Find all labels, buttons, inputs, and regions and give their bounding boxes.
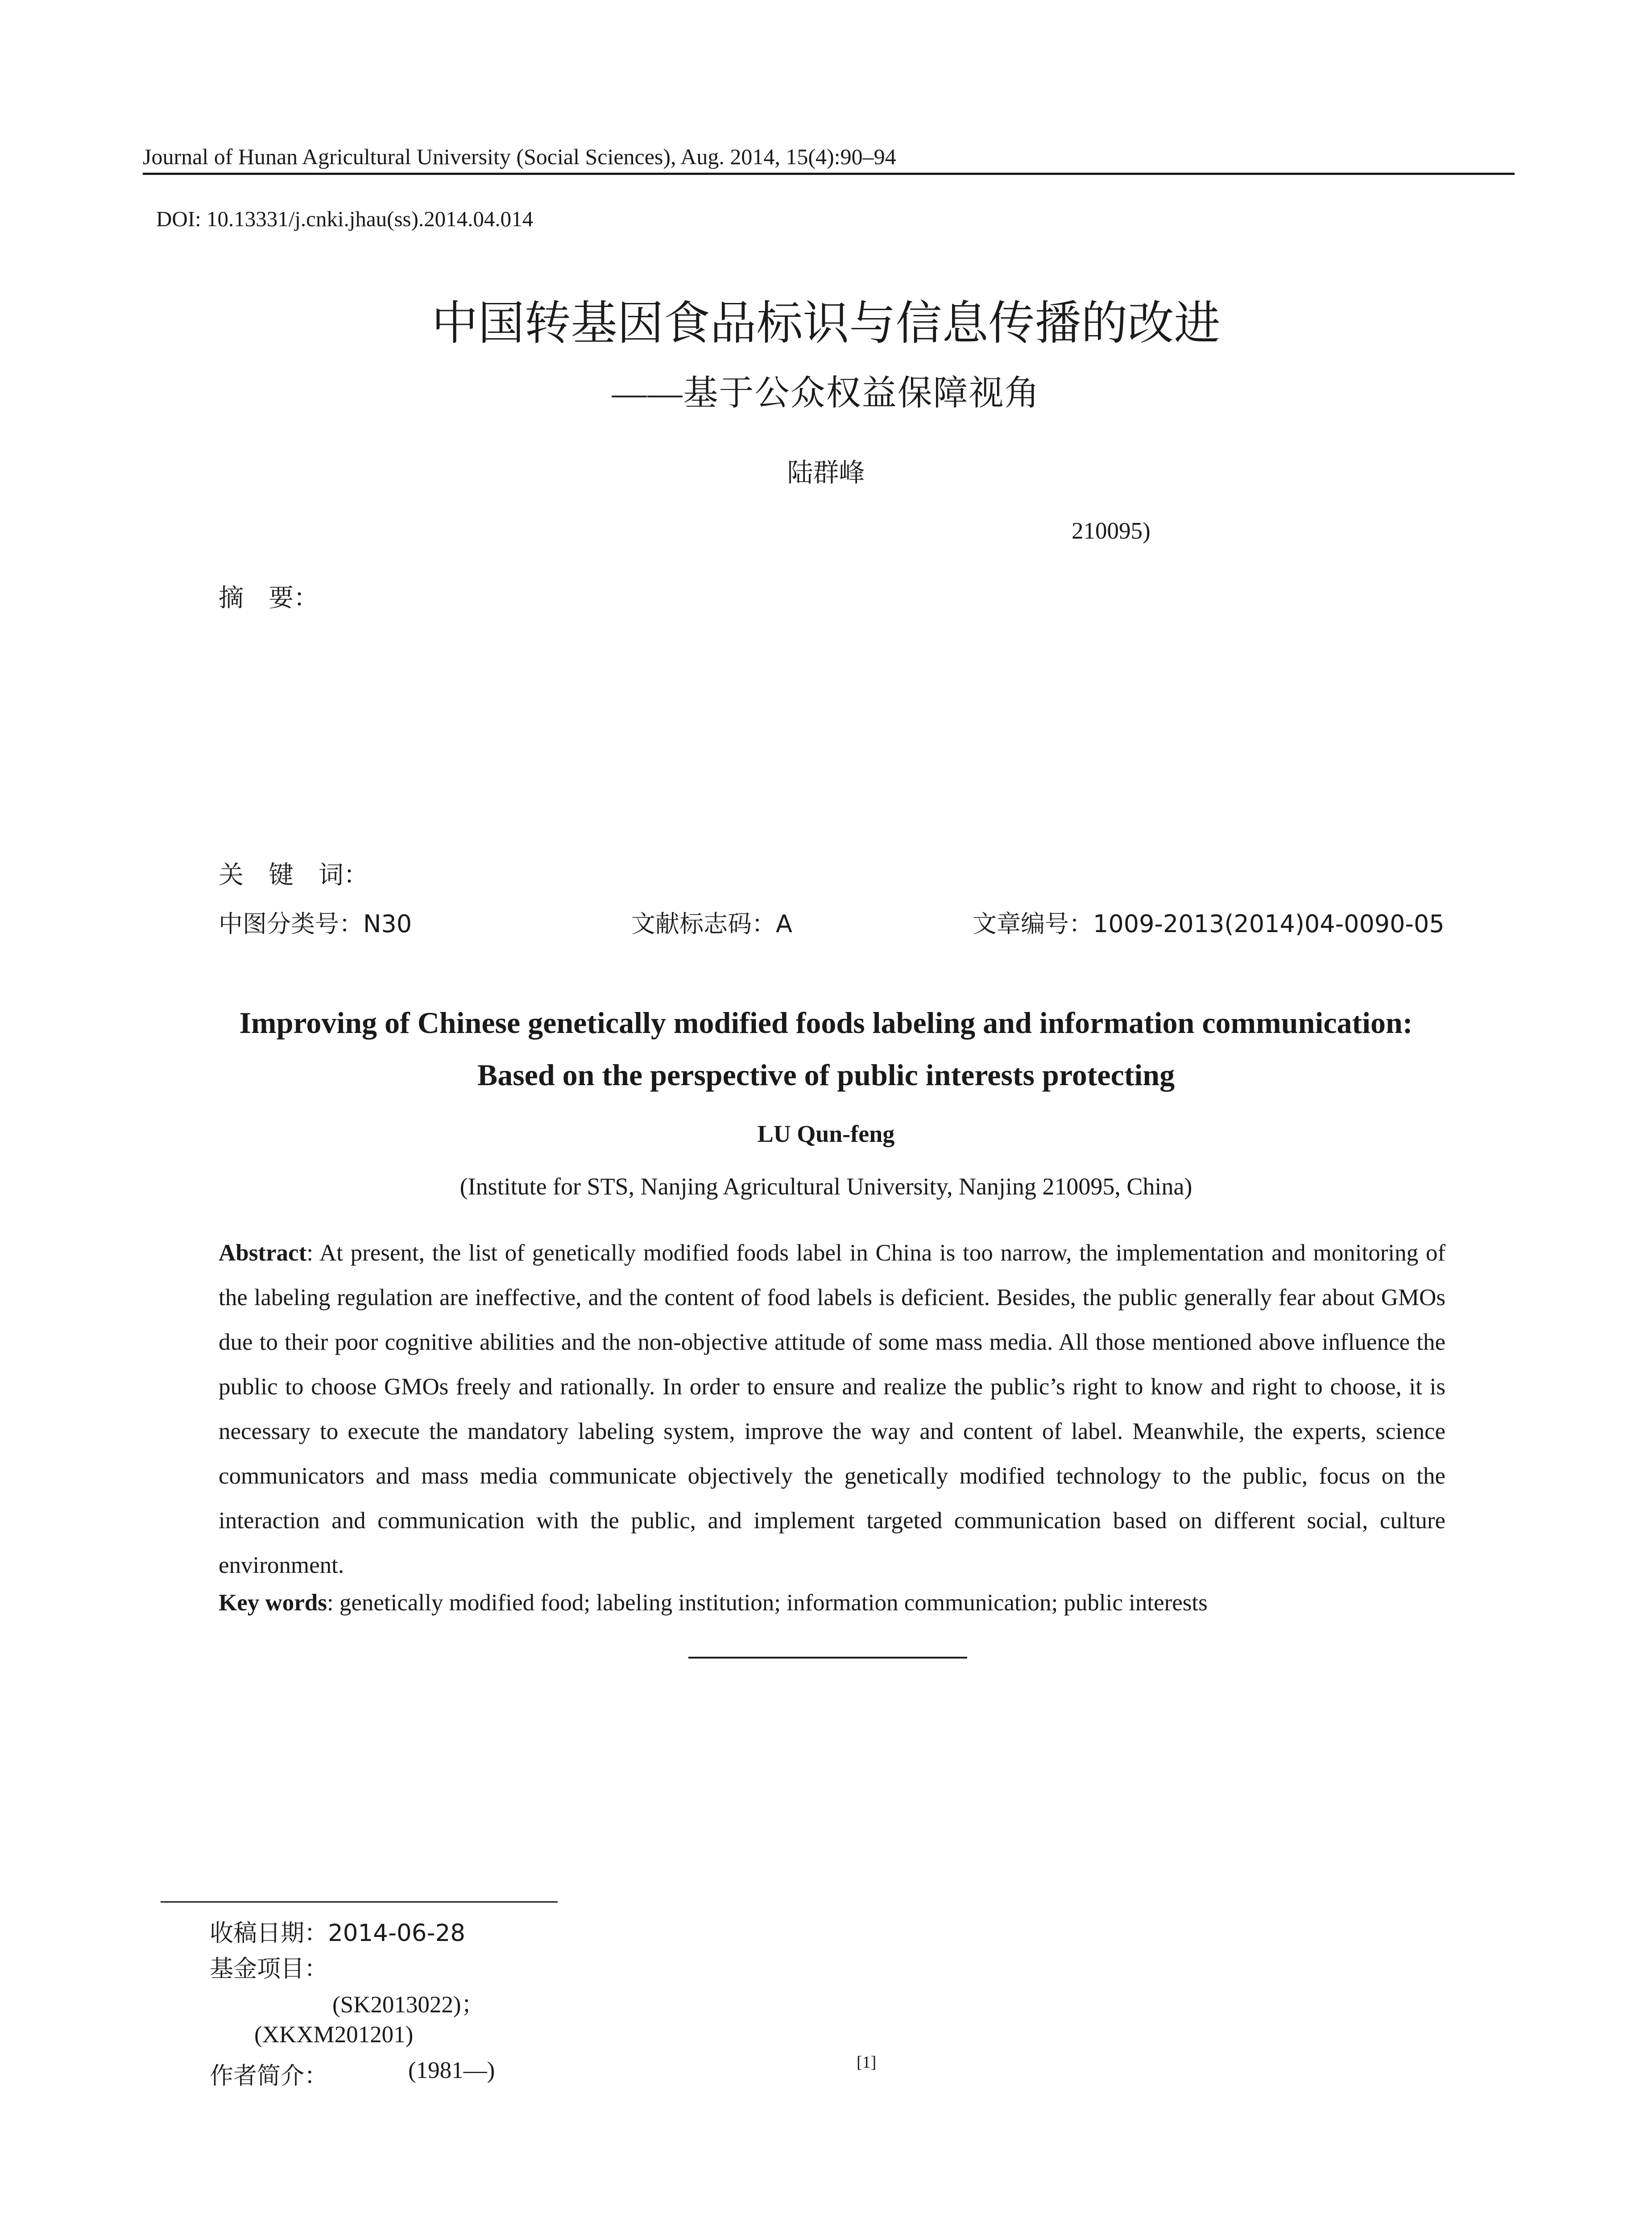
abstract-en-label: Abstract xyxy=(219,1240,307,1266)
subtitle-cn: ——基于公众权益保障视角 xyxy=(612,373,1040,412)
article-number: 文章编号：1009-2013(2014)04-0090-05 xyxy=(973,910,1445,938)
affiliation-cn-postcode: 210095) xyxy=(1072,518,1151,544)
footnote-rule xyxy=(161,1901,558,1903)
doi: DOI: 10.13331/j.cnki.jhau(ss).2014.04.014 xyxy=(156,207,534,231)
affiliation-en: (Institute for STS, Nanjing Agricultural University, Nanjing 210095, China) xyxy=(460,1173,1192,1200)
title-cn: 中国转基因食品标识与信息传播的改进 xyxy=(431,296,1221,350)
document-code: 文献标志码：A xyxy=(631,910,792,938)
header-rule xyxy=(143,173,1515,175)
section-divider xyxy=(688,1657,967,1659)
keywords-cn-label: 关 键 词： xyxy=(219,861,368,890)
title-en-line1: Improving of Chinese genetically modified foods labeling and information communication: xyxy=(239,1006,1413,1040)
title-en-line2: Based on the perspective of public interests protecting xyxy=(477,1058,1175,1092)
abstract-en-text: : At present, the list of genetically modified foods label in China is too narrow, the implementation and monitoring of the labeling regulation are ineffective, and the content of food labels is deficient. Besides, the public generally fear about GMOs due to their poor cognitive abilities and the non-objective attitude of some mass media. All those mentioned above influence the public to choose GMOs freely and rationally. In order to ensure and realize the public’s right to know and right to choose, it is necessary to execute the mandatory labeling system, improve the way and content of label. Meanwhile, the experts, science communicators and mass media communicate objectively the genetically modified technology to the public, focus on the interaction and communication with the public, and implement targeted communication based on different social, culture environment. xyxy=(219,1240,1445,1578)
keywords-en-label: Key words xyxy=(219,1590,327,1616)
footnote-bio-label: 作者简介： xyxy=(210,2062,328,2090)
keywords-en xyxy=(219,1589,1208,1616)
footnote-fund-code2: (XKXM201201) xyxy=(254,2022,414,2048)
footnote-bio-year: (1981—) xyxy=(408,2057,495,2083)
journal-citation: Journal of Hunan Agricultural University (Social Sciences), Aug. 2014, 15(4):90–94 xyxy=(143,144,896,169)
abstract-cn-label: 摘 要： xyxy=(219,584,319,613)
author-cn: 陆群峰 xyxy=(787,457,865,488)
footnote-received: 收稿日期：2014-06-28 xyxy=(210,1920,466,1947)
abstract-en xyxy=(219,1231,1445,1588)
keywords-en-text: : genetically modified food; labeling institution; information communication; public interests xyxy=(327,1590,1208,1616)
author-en: LU Qun-feng xyxy=(757,1120,895,1147)
footnote-fund-code1: (SK2013022)； xyxy=(332,1992,485,2018)
reference-mark: [1] xyxy=(857,2053,877,2072)
footnote-fund-label: 基金项目： xyxy=(210,1955,328,1982)
clc-number: 中图分类号：N30 xyxy=(219,910,412,938)
